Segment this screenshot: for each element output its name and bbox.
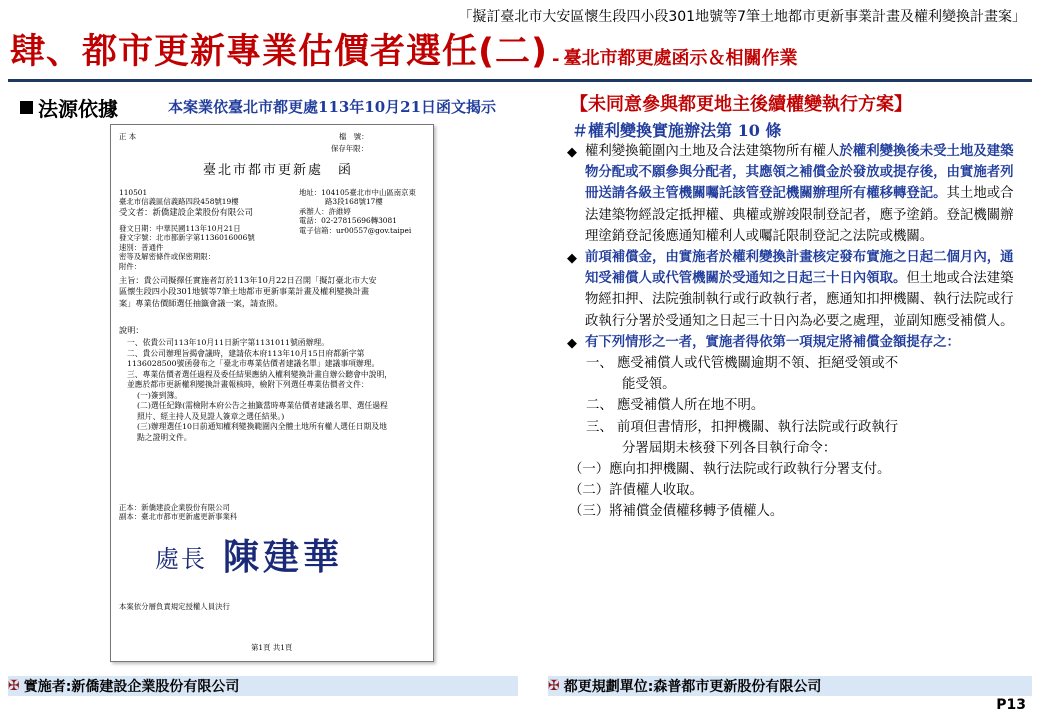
planner-footer xyxy=(548,676,1032,696)
letter-cc-block: 正本：新僑建設企業股份有限公司 副本：臺北市都市更新處更新事業科 xyxy=(119,503,238,522)
implementer-footer xyxy=(8,676,518,696)
diamond-bullet-icon: ◆ xyxy=(567,145,577,160)
director-signature-stamp xyxy=(143,530,403,590)
stamp-title: 處長 xyxy=(155,545,207,573)
letter-page-footer: 第1頁 共1頁 xyxy=(251,643,293,652)
page-number: P13 xyxy=(996,697,1026,713)
article-paragraph-3: ◆ 有下列情形之一者，實施者得依第一項規定將補償金額提存之： xyxy=(560,332,1022,353)
letter-delegation-note: 本案依分層負責規定授權人員決行 xyxy=(119,602,230,611)
implementer-name: 實施者:新僑建設企業股份有限公司 xyxy=(23,679,240,695)
letter-explain-item: 二、貴公司辦理旨揭會議時，建請依本府113年10月15日府都新字第1136028500號函發布之「臺北市專業估價者建議名單」建議事項辦理。 xyxy=(127,348,380,369)
project-name-note: 「擬訂臺北市大安區懷生段四小段301地號等7筆土地都市更新事業計畫及權利變換計畫案」 xyxy=(458,9,1026,25)
letter-addressee-block: 110501 臺北市信義區信義路四段458號19樓 受文者：新僑建設企業股份有限公司 xyxy=(119,188,253,217)
letter-department: 臺北市都市更新處 函 xyxy=(203,163,354,178)
page-title: 肆、都市更新專業估價者選任(二) xyxy=(10,32,548,72)
title-dash: - xyxy=(552,49,560,70)
letter-file-no: 檔 號： xyxy=(339,132,369,141)
letter-explain-label: 說明： xyxy=(119,325,144,335)
diamond-bullet-icon: ◆ xyxy=(567,335,577,351)
letter-retention: 保存年限： xyxy=(331,144,368,153)
title-row xyxy=(10,30,1030,74)
letter-contact-block: 地址：104105臺北市中山區南京東 路3段168號17樓 承辦人：許維婷 電話：02-27815696轉3081 電子信箱：ur00557@gov.taipei xyxy=(299,188,416,235)
page-subtitle: 臺北市都更處函示＆相關作業 xyxy=(563,48,798,69)
square-bullet-icon xyxy=(20,101,33,114)
letter-explain-list xyxy=(127,338,393,443)
stamp-name: 陳建華 xyxy=(223,536,344,578)
planner-name: 都更規劃單位:森普都市更新股份有限公司 xyxy=(563,679,822,695)
case-item-continued: 分署屆期未核發下列各目執行命令： xyxy=(622,440,837,456)
case-item-continued: 能受領。 xyxy=(622,377,676,393)
letter-explain-item: (三)辦理選任10日前通知權利變換範圍內全體土地所有權人選任日期及地點之證明文件。 xyxy=(137,422,387,442)
letter-original-mark: 正 本 xyxy=(119,132,137,141)
diamond-bullet-icon: ◆ xyxy=(567,251,577,267)
section-note: 本案業依臺北市都更處113年10月21日函文揭示 xyxy=(168,98,497,116)
scheme-panel xyxy=(560,90,1030,523)
scheme-title: 【未同意參與都更地主後續權變執行方案】 xyxy=(570,94,912,115)
letter-explain-item: 一、依貴公司113年10月11日新字第1131011號函辦理。 xyxy=(127,338,329,347)
case-item: 二、 應受補償人所在地不明。 xyxy=(586,398,765,414)
letter-explain-item: 三、專業估價者選任過程及委任結果應納入權利變換計畫自辦公聽會中說明，並應於都市更新權利變換計畫報核時，檢附下列選任專業估價者文件： xyxy=(127,369,393,390)
case-item: 一、 應受補償人或代管機關逾期不領、拒絕受領或不 xyxy=(586,356,899,372)
article-title: ＃權利變換實施辦法第 10 條 xyxy=(572,121,782,140)
sub-case-item: （三）將補償金債權移轉予債權人。 xyxy=(569,504,784,520)
sub-case-item: （一）應向扣押機關、執行法院或行政執行分署支付。 xyxy=(569,462,891,478)
footer-emblem-icon: ✠ xyxy=(548,678,560,694)
letter-explain-item: (一)簽到簿。 xyxy=(137,390,183,400)
footer-emblem-icon: ✠ xyxy=(8,678,20,694)
case-item: 三、 前項但書情形，扣押機關、執行法院或行政執行 xyxy=(586,419,899,435)
letter-explain-item: (二)選任紀錄(需檢附本府公告之抽籤當時專業估價者建議名單、選任過程照片、經主持人及見證人簽章之選任結果。) xyxy=(137,401,388,421)
letter-subject: 主旨：貴公司擬擇任實施者訂於113年10月22日召開「擬訂臺北市大安區懷生段四小段301地號等7筆土地都市更新事業計畫及權利變換計畫案」專業估價師選任抽籤會議一案，請查照。 xyxy=(119,275,377,308)
article-paragraph-1: ◆ 權利變換範圍內土地及合法建築物所有權人於權利變換後未受土地及建築物分配或不願參與分配者，其應領之補償金於發放或提存後，由實施者列冊送請各級主管機關囑託該管登記機關辦理所有權移轉登記。其土地或合法建築物經設定抵押權、典權或辦竣限制登記者，應予塗銷。登記機關辦理塗銷登記後應通知權利人或囑託限制登記之法院或機關。 xyxy=(567,143,1014,244)
section-label: 法源依據 xyxy=(38,97,118,121)
sub-case-item: （二）許債權人收取。 xyxy=(569,483,703,499)
title-divider xyxy=(8,79,1032,82)
letter-meta-block: 發文日期：中華民國113年10月21日 發文字號：北市都新字第1136016006號 速別：普通件 密等及解密條件或保密期限： 附件： xyxy=(119,224,255,271)
section-heading xyxy=(20,93,118,122)
article-paragraph-2: ◆ 前項補償金，由實施者於權利變換計畫核定發布實施之日起二個月內，通知受補償人或代管機關於受通知之日起三十日內領取。但土地或合法建築物經扣押、法院強制執行或行政執行者，應通知扣押機關、執行法院或行政執行分署於受通知之日起三十日內為必要之處理，並副知應受補償人。 xyxy=(567,249,1014,329)
official-letter-image xyxy=(110,124,434,662)
